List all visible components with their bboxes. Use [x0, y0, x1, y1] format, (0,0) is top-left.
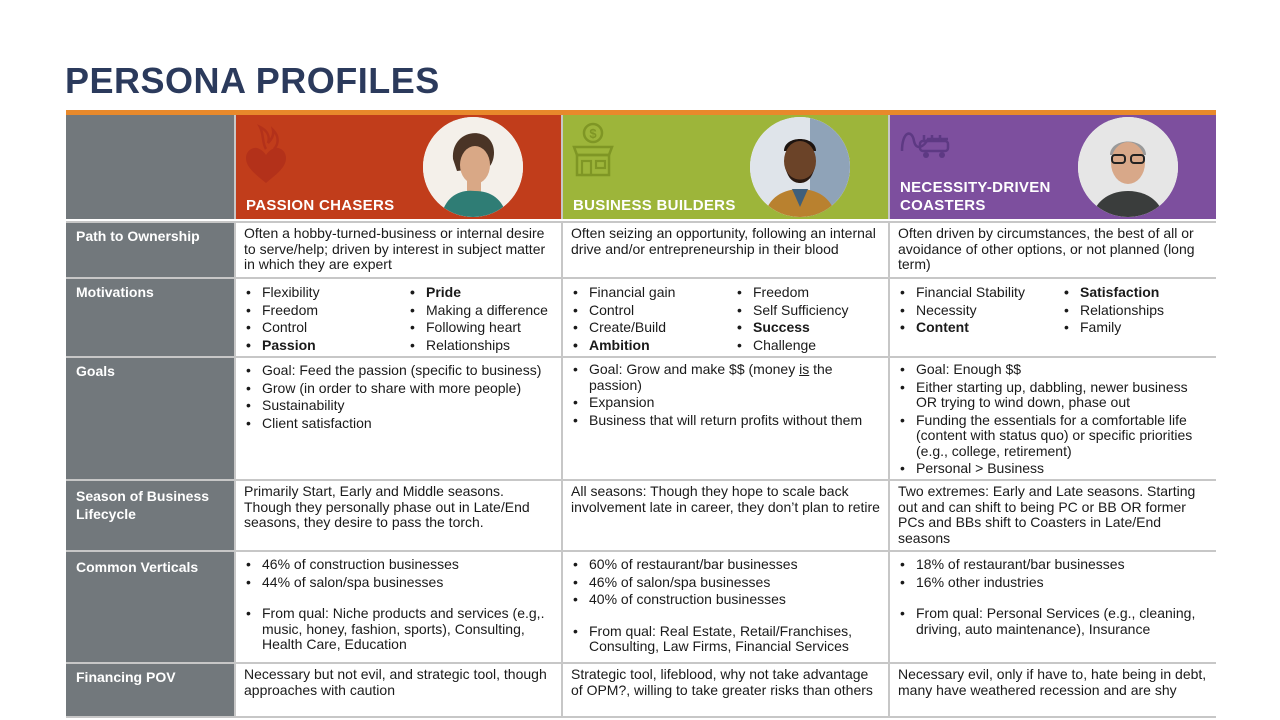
- qual-list: [898, 606, 1208, 637]
- cell-business-builders: Often seizing an opportunity, following an internal drive and/or entrepreneurship in their blood: [563, 223, 890, 277]
- list-item: • 40% of construction businesses: [571, 591, 880, 609]
- list-item: • Satisfaction: [1062, 284, 1164, 302]
- row-label: Goals: [66, 358, 236, 479]
- list-item: • Control: [244, 319, 408, 337]
- list-item: • Funding the essentials for a comfortable life (content with status quo) or specific priorities (e.g., college, retirement): [898, 413, 1208, 460]
- list-item: • Personal > Business: [898, 461, 1208, 477]
- row-path-to-ownership: [66, 223, 1216, 279]
- list-item: • Freedom: [735, 284, 848, 302]
- row-financing-pov: [66, 664, 1216, 718]
- list-item: • Content: [898, 319, 1062, 337]
- cell-passion-chasers: [236, 279, 563, 356]
- list-item: • Pride: [408, 284, 548, 302]
- list-item: • Create/Build: [571, 319, 735, 337]
- cell-business-builders: All seasons: Though they hope to scale back involvement late in career, they don’t plan to retire: [563, 481, 890, 550]
- cell-coasters: Often driven by circumstances, the best of all or avoidance of other options, or not planned (long term): [898, 225, 1195, 272]
- vertical-list: [571, 556, 880, 609]
- cell-business-builders: Strategic tool, lifeblood, why not take advantage of OPM?, willing to take greater risks than others: [563, 664, 890, 716]
- row-season-of-business-lifecycle: [66, 481, 1216, 552]
- persona-name-line: COASTERS: [900, 197, 986, 214]
- persona-header-necessity-driven-coasters: [890, 115, 1216, 219]
- list-item: • From qual: Niche products and services (e.g,. music, honey, fashion, sports), Consulting, Health Care, Education: [244, 606, 553, 653]
- qual-list: [571, 624, 880, 655]
- row-goals: [66, 358, 1216, 481]
- cell-business-builders: [563, 279, 890, 356]
- cell-business-builders: [563, 552, 890, 662]
- goal-text-underlined: is: [799, 361, 810, 377]
- storefront-dollar-icon: [571, 121, 615, 179]
- list-item: • 18% of restaurant/bar businesses: [898, 556, 1208, 574]
- list-item: • Sustainability: [244, 397, 553, 415]
- list-item: • Following heart: [408, 319, 548, 337]
- cell-coasters: [890, 552, 1216, 662]
- persona-name: BUSINESS BUILDERS: [573, 197, 736, 214]
- header-corner: [66, 115, 236, 219]
- list-item: • Goal: Feed the passion (specific to business): [244, 362, 553, 380]
- list-item: • Self Sufficiency: [735, 302, 848, 320]
- list-item: • 44% of salon/spa businesses: [244, 574, 553, 592]
- goal-text: the passion): [589, 361, 833, 393]
- cell-passion-chasers: [236, 358, 563, 479]
- list-item: • Financial gain: [571, 284, 735, 302]
- persona-name-line: NECESSITY-DRIVEN: [900, 179, 1051, 196]
- row-label: Season of Business Lifecycle: [66, 481, 236, 550]
- roller-coaster-icon: [898, 121, 954, 161]
- cell-coasters: Two extremes: Early and Late seasons. Starting out and can shift to being PC or BB OR former PCs and BBs shift to Coasters in Late/End seasons: [898, 483, 1196, 546]
- vertical-list: [898, 556, 1208, 591]
- row-label: Common Verticals: [66, 552, 236, 662]
- list-item: • 46% of construction businesses: [244, 556, 553, 574]
- row-label: Motivations: [66, 279, 236, 356]
- svg-text:$: $: [589, 126, 597, 141]
- goal-list: [244, 362, 553, 432]
- avatar: [1078, 117, 1178, 217]
- cell-business-builders: [563, 358, 890, 479]
- persona-name: PASSION CHASERS: [246, 197, 395, 214]
- list-item: • Passion: [244, 337, 408, 355]
- cell-passion-chasers: Primarily Start, Early and Middle seasons. Though they personally phase out in Late/End seasons, they desire to pass the torch.: [236, 481, 563, 550]
- motivation-list: [898, 284, 1062, 353]
- list-item: • Either starting up, dabbling, newer business OR trying to wind down, phase out: [898, 380, 1208, 411]
- list-item: • From qual: Real Estate, Retail/Franchises, Consulting, Law Firms, Financial Services: [571, 624, 880, 655]
- row-label: Path to Ownership: [66, 223, 236, 277]
- list-item: • Client satisfaction: [244, 415, 553, 433]
- header-row: [66, 115, 1216, 223]
- list-item: • 60% of restaurant/bar businesses: [571, 556, 880, 574]
- list-item: • Freedom: [244, 302, 408, 320]
- row-label: Financing POV: [66, 664, 236, 716]
- list-item: • From qual: Personal Services (e.g., cleaning, driving, auto maintenance), Insurance: [898, 606, 1208, 637]
- list-item: • Relationships: [408, 337, 548, 355]
- list-item: • Control: [571, 302, 735, 320]
- list-item: • Necessity: [898, 302, 1062, 320]
- cell-passion-chasers: Often a hobby-turned-business or internal desire to serve/help; driven by interest in subject matter in which they are expert: [236, 223, 563, 277]
- list-item: • Flexibility: [244, 284, 408, 302]
- list-item: [571, 362, 880, 393]
- goal-text: Goal: Grow and make $$ (money: [589, 361, 800, 377]
- cell-passion-chasers: [236, 552, 563, 662]
- cell-passion-chasers: Necessary but not evil, and strategic tool, though approaches with caution: [236, 664, 563, 716]
- list-item: • Challenge: [735, 337, 848, 355]
- motivation-list: [735, 284, 848, 353]
- list-item: • Expansion: [571, 395, 880, 411]
- goal-list: [898, 362, 1208, 477]
- list-item: • Family: [1062, 319, 1164, 337]
- persona-header-business-builders: [563, 115, 890, 219]
- flaming-heart-icon: [244, 121, 288, 187]
- motivation-list: [1062, 284, 1164, 353]
- avatar: [750, 117, 850, 217]
- list-item: • Business that will return profits without them: [571, 413, 880, 429]
- list-item: • Grow (in order to share with more people): [244, 380, 553, 398]
- persona-header-passion-chasers: [236, 115, 563, 219]
- motivation-list: [408, 284, 548, 353]
- list-item: • 16% other industries: [898, 574, 1208, 592]
- row-common-verticals: [66, 552, 1216, 664]
- list-item: • Financial Stability: [898, 284, 1062, 302]
- cell-coasters: [890, 279, 1216, 356]
- list-item: • Relationships: [1062, 302, 1164, 320]
- persona-table: [66, 115, 1216, 718]
- motivation-list: [571, 284, 735, 353]
- page-title: PERSONA PROFILES: [65, 60, 440, 101]
- list-item: • Ambition: [571, 337, 735, 355]
- list-item: • Success: [735, 319, 848, 337]
- cell-coasters: [890, 358, 1216, 479]
- goal-list: [571, 362, 880, 428]
- list-item: • Goal: Enough $$: [898, 362, 1208, 378]
- persona-name: [900, 179, 1051, 215]
- avatar: [423, 117, 523, 217]
- vertical-list: [244, 556, 553, 591]
- row-motivations: [66, 279, 1216, 358]
- list-item: • 46% of salon/spa businesses: [571, 574, 880, 592]
- list-item: • Making a difference: [408, 302, 548, 320]
- qual-list: [244, 606, 553, 653]
- cell-coasters: Necessary evil, only if have to, hate being in debt, many have weathered recession and are shy: [898, 666, 1207, 698]
- motivation-list: [244, 284, 408, 353]
